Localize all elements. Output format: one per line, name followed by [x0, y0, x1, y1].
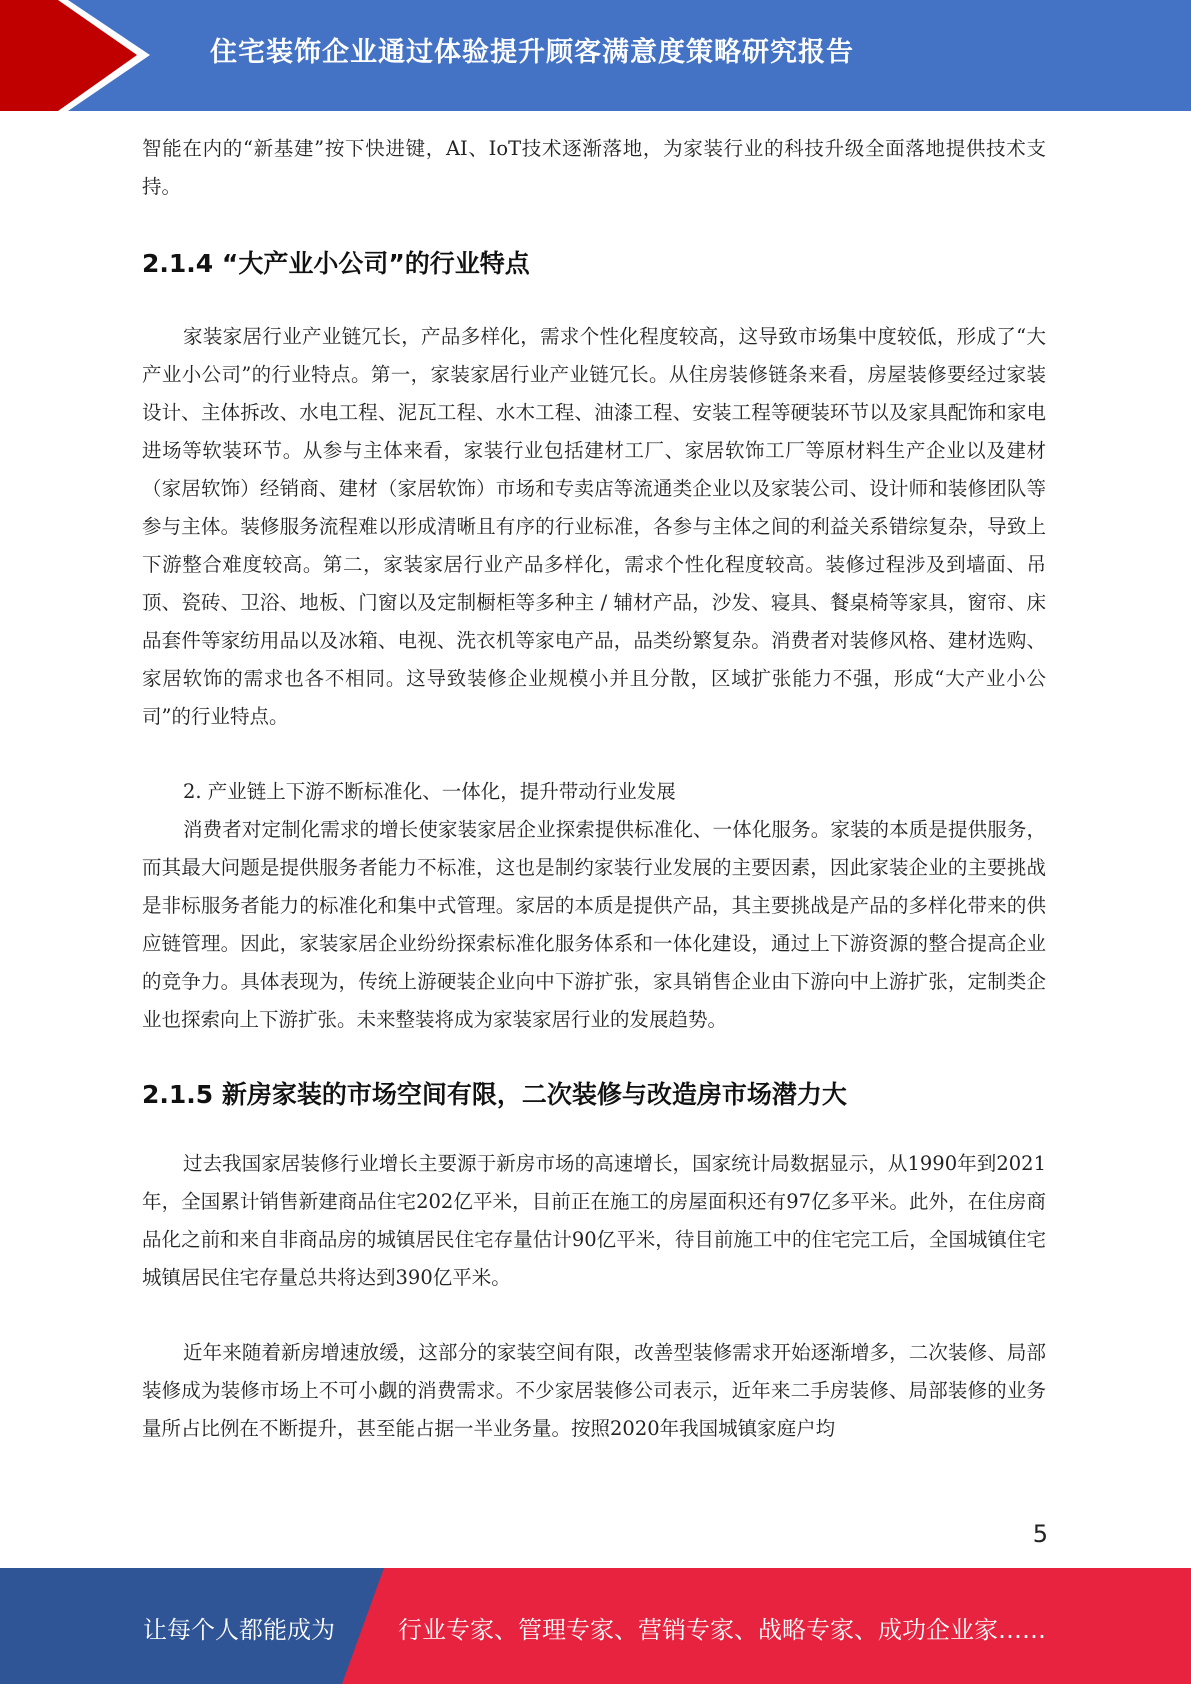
list-item-2: 2. 产业链上下游不断标准化、一体化，提升带动行业发展 — [183, 780, 676, 803]
page-number: 5 — [1032, 1520, 1048, 1548]
footer-slogan-right: 行业专家、管理专家、营销专家、战略专家、成功企业家…… — [398, 1616, 1046, 1644]
section-heading-2-1-5: 2.1.5 新房家装的市场空间有限，二次装修与改造房市场潜力大 — [142, 1080, 847, 1109]
page-footer — [0, 1568, 1191, 1684]
paragraph-intro-continued: 智能在内的“新基建”按下快进键，AI、IoT技术逐渐落地，为家装行业的科技升级全面落地提供技术支持。 — [142, 137, 1046, 198]
paragraph-renovation-demand: 近年来随着新房增速放缓，这部分的家装空间有限，改善型装修需求开始逐渐增多，二次装修、局部装修成为装修市场上不可小觑的消费需求。不少家居装修公司表示，近年来二手房装修、局部装修的业务量所占比例在不断提升，甚至能占据一半业务量。按照2020年我国城镇家庭户均 — [142, 1341, 1046, 1440]
section-heading-2-1-4: 2.1.4 “大产业小公司”的行业特点 — [142, 249, 530, 278]
report-title: 住宅装饰企业通过体验提升顾客满意度策略研究报告 — [210, 37, 854, 68]
paragraph-standardization: 消费者对定制化需求的增长使家装家居企业探索提供标准化、一体化服务。家装的本质是提供服务，而其最大问题是提供服务者能力不标准，这也是制约家装行业发展的主要因素，因此家装企业的主要挑战是非标服务者能力的标准化和集中式管理。家居的本质是提供产品，其主要挑战是产品的多样化带来的供应链管理。因此，家装家居企业纷纷探索标准化服务体系和一体化建设，通过上下游资源的整合提高企业的竞争力。具体表现为，传统上游硬装企业向中下游扩张，家具销售企业由下游向中上游扩张，定制类企业也探索向上下游扩张。未来整装将成为家装家居行业的发展趋势。 — [142, 818, 1046, 1031]
page-header — [0, 0, 1191, 111]
footer-slogan-left: 让每个人都能成为 — [143, 1616, 335, 1644]
document-body — [142, 130, 1046, 1448]
paragraph-industry-features: 家装家居行业产业链冗长，产品多样化，需求个性化程度较高，这导致市场集中度较低，形成了“大产业小公司”的行业特点。第一，家装家居行业产业链冗长。从住房装修链条来看，房屋装修要经过家装设计、主体拆改、水电工程、泥瓦工程、水木工程、油漆工程、安装工程等硬装环节以及家具配饰和家电进场等软装环节。从参与主体来看，家装行业包括建材工厂、家居软饰工厂等原材料生产企业以及建材（家居软饰）经销商、建材（家居软饰）市场和专卖店等流通类企业以及家装公司、设计师和装修团队等参与主体。装修服务流程难以形成清晰且有序的行业标准，各参与主体之间的利益关系错综复杂，导致上下游整合难度较高。第二，家装家居行业产品多样化，需求个性化程度较高。装修过程涉及到墙面、吊顶、瓷砖、卫浴、地板、门窗以及定制橱柜等多种主 / 辅材产品，沙发、寝具、餐桌椅等家具，窗帘、床品套件等家纺用品以及冰箱、电视、洗衣机等家电产品，品类纷繁复杂。消费者对装修风格、建材选购、家居软饰的需求也各不相同。这导致装修企业规模小并且分散，区域扩张能力不强，形成“大产业小公司”的行业特点。 — [142, 325, 1046, 728]
paragraph-new-housing-market: 过去我国家居装修行业增长主要源于新房市场的高速增长，国家统计局数据显示，从1990年到2021年，全国累计销售新建商品住宅202亿平米，目前正在施工的房屋面积还有97亿多平米。此外，在住房商品化之前和来自非商品房的城镇居民住宅存量估计90亿平米，待目前施工中的住宅完工后，全国城镇住宅城镇居民住宅存量总共将达到390亿平米。 — [142, 1152, 1046, 1289]
